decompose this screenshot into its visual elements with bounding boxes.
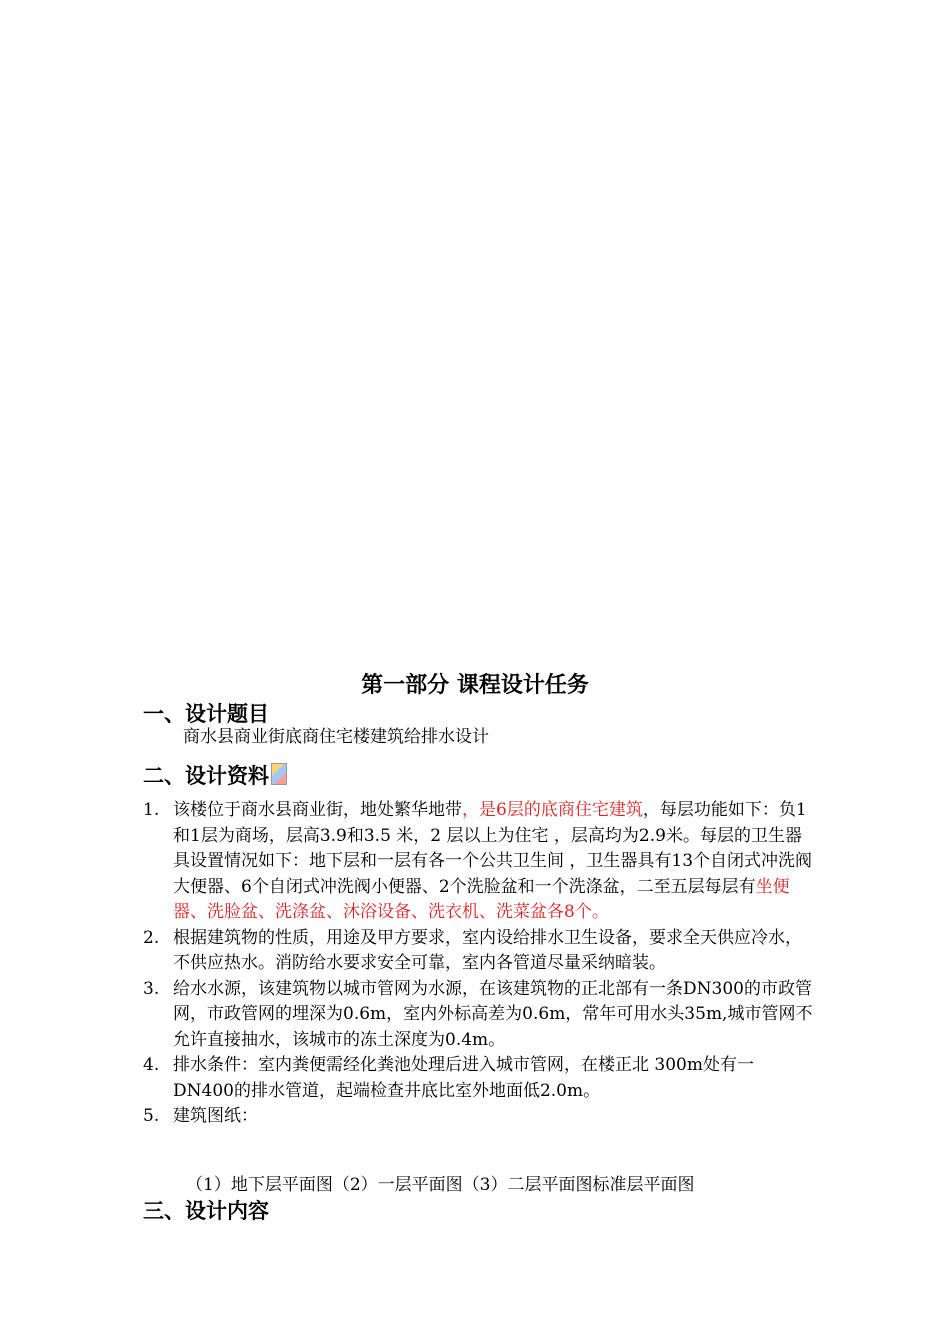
section-heading-3: 三、设计内容 (143, 1199, 269, 1223)
list-item (143, 1053, 813, 1104)
list-item (143, 926, 813, 977)
item-number: 3. (143, 978, 160, 999)
drawing-list: （1）地下层平面图（2）一层平面图（3）二层平面图标准层平面图 (186, 1175, 695, 1195)
design-topic: 商水县商业街底商住宅楼建筑给排水设计 (183, 727, 489, 747)
section-heading-2 (143, 760, 287, 790)
section-heading-2-text: 二、设计资料 (143, 764, 269, 788)
page-title: 第一部分 课程设计任务 (361, 673, 589, 698)
list-item (143, 977, 813, 1054)
item-number: 1. (143, 800, 160, 820)
item-text: 该楼位于商水县商业街，地处繁华地带 (173, 800, 462, 820)
item-number: 2. (143, 927, 160, 948)
section-heading-1: 一、设计题目 (143, 702, 269, 726)
item-text: 排水条件：室内粪便需经化粪池处理后进入城市管网，在楼正北 300m处有一DN400的排水管道，起端检查井底比室外地面低2.0m。 (173, 1055, 754, 1101)
item-number: 5. (143, 1106, 160, 1126)
highlight-text: ，是6层的底商住宅建筑 (462, 800, 643, 820)
highlight-text: 坐便器、洗脸盆、洗涤盆、沐浴设备、洗衣机、洗菜盆各8个。 (173, 876, 790, 922)
list-item (143, 1104, 813, 1130)
item-text: 根据建筑物的性质，用途及甲方要求，室内设给排水卫生设备，要求全天供应冷水，不供应热水。消防给水要求安全可靠，室内各管道尽量采纳暗装。 (173, 927, 802, 973)
design-info-list (143, 798, 813, 1130)
item-text: ，每层功能如下：负1和1层为商场，层高3.9和3.5 米，2 层以上为住宅 ，层高均为2.9米。每层的卫生器具设置情况如下：地下层和一层有各一个公共卫生间 ，卫生器具有13个自闭式冲洗阀大便器、6个自闭式冲洗阀小便器、2个洗脸盆和一个洗涤盆，二至五层每层有 (173, 800, 813, 897)
list-item (143, 798, 813, 926)
item-text: 给水水源，该建筑物以城市管网为水源，在该建筑物的正北部有一条DN300的市政管网，市政管网的埋深为0.6m，室内外标高差为0.6m，常年可用水头35m,城市管网不允许直接抽水，该城市的冻土深度为0.4m。 (173, 978, 813, 1050)
item-text: 建筑图纸： (173, 1106, 258, 1126)
item-number: 4. (143, 1055, 160, 1075)
embedded-object-icon (271, 763, 287, 785)
